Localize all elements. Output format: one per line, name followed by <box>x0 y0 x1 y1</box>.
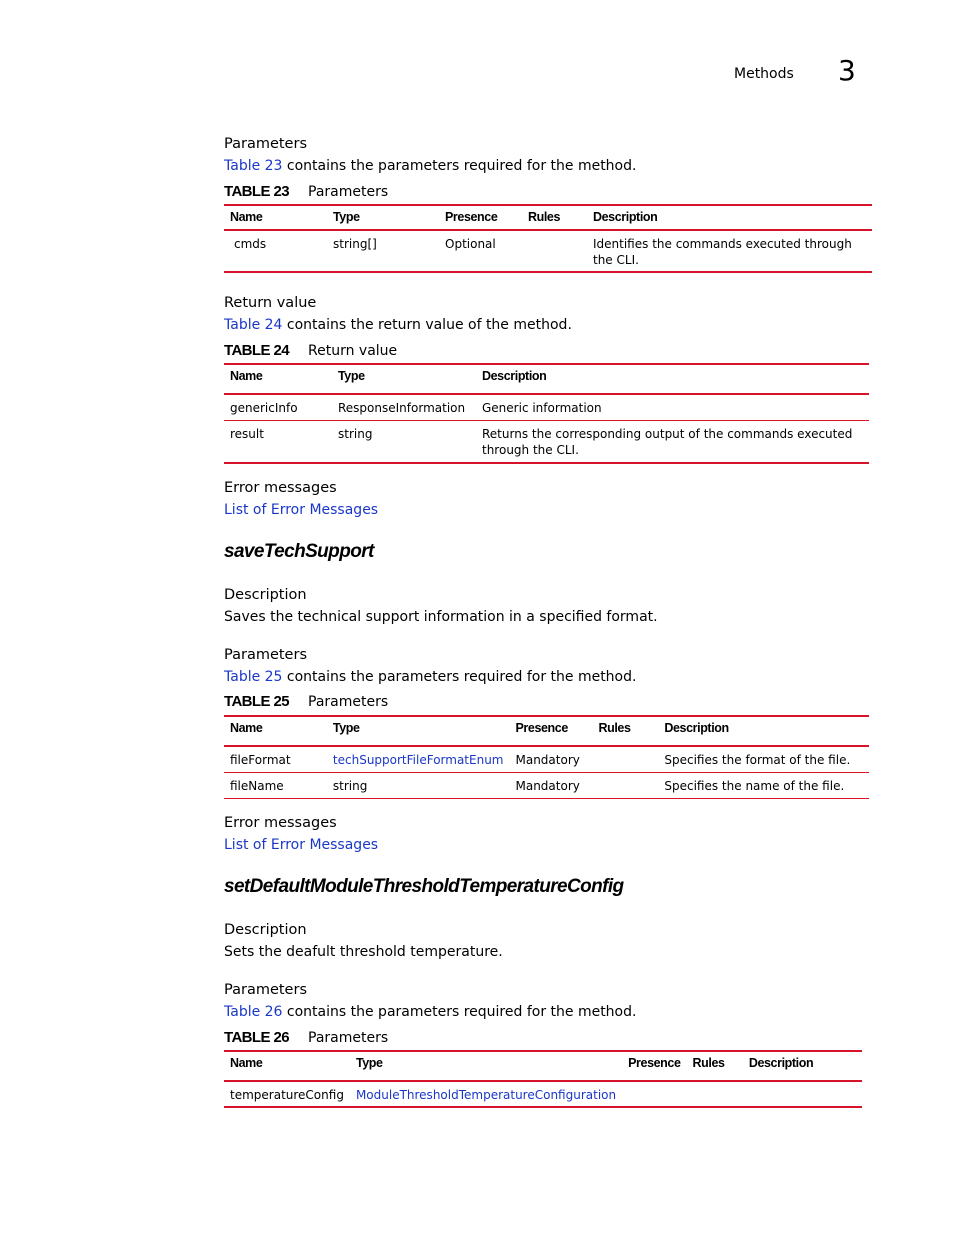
table-23-link[interactable]: Table 23 <box>224 158 283 174</box>
table-cell: ResponseInformation <box>338 401 466 415</box>
table-cell: string <box>332 778 368 793</box>
column-header: Name <box>230 210 263 224</box>
table-cell: Mandatory <box>515 753 580 767</box>
table-cell: Identifies the commands executed through the CLI. <box>593 237 852 267</box>
table-cell: fileName <box>230 778 284 793</box>
method-title-setdefaultmodulethresholdtemperatureconfig: setDefaultModuleThresholdTemperatureConfig <box>224 876 624 897</box>
table-23 <box>224 204 872 273</box>
description-text: Sets the deafult threshold temperature. <box>224 944 503 960</box>
table-cell <box>687 1081 743 1107</box>
table-row <box>224 420 869 463</box>
parameters-intro <box>224 158 636 174</box>
table-cell: cmds <box>234 237 267 251</box>
table-cell: genericInfo <box>230 401 298 415</box>
column-header: Type <box>333 210 360 224</box>
table-header-row <box>224 716 869 746</box>
table-25 <box>224 715 869 799</box>
table-cell: result <box>230 426 264 441</box>
parameters-intro-text: contains the parameters required for the method. <box>282 158 637 174</box>
error-messages-heading: Error messages <box>224 480 337 496</box>
table-cell: string <box>338 426 373 441</box>
table-25-caption <box>224 693 388 710</box>
table-cell <box>592 772 658 798</box>
return-value-intro <box>224 317 572 333</box>
table-25-label: TABLE 25 <box>224 693 289 710</box>
column-header: Rules <box>598 721 631 735</box>
column-header: Description <box>748 1056 814 1070</box>
table-cell: Specifies the format of the file. <box>664 753 851 767</box>
parameters-heading: Parameters <box>224 647 307 663</box>
column-header: Description <box>482 369 547 383</box>
table-cell: Specifies the name of the file. <box>664 778 845 793</box>
table-26-label: TABLE 26 <box>224 1029 289 1046</box>
techsupportfileformatenum-link[interactable]: techSupportFileFormatEnum <box>332 753 504 767</box>
table-cell: Mandatory <box>515 778 580 793</box>
table-row <box>224 230 872 272</box>
table-24-link[interactable]: Table 24 <box>224 317 283 333</box>
table-24-label: TABLE 24 <box>224 342 289 359</box>
table-cell <box>743 1081 862 1107</box>
running-header-section: Methods <box>734 66 794 82</box>
table-cell: temperatureConfig <box>230 1088 344 1102</box>
description-heading: Description <box>224 922 307 938</box>
column-header: Description <box>593 210 658 224</box>
error-messages-heading: Error messages <box>224 815 337 831</box>
table-header-row <box>224 1051 862 1081</box>
column-header: Type <box>338 369 365 383</box>
column-header: Presence <box>628 1056 681 1070</box>
table-cell: string[] <box>333 237 377 251</box>
column-header: Rules <box>528 210 561 224</box>
table-row <box>224 746 869 772</box>
parameters-intro-text: contains the parameters required for the method. <box>282 669 637 685</box>
table-24 <box>224 363 869 464</box>
column-header: Name <box>230 1056 263 1070</box>
table-24-caption <box>224 342 397 359</box>
table-row <box>224 394 869 420</box>
parameters-intro <box>224 1004 636 1020</box>
table-cell: Generic information <box>482 401 602 415</box>
column-header: Rules <box>692 1056 725 1070</box>
error-messages-link[interactable]: List of Error Messages <box>224 502 379 518</box>
table-26-link[interactable]: Table 26 <box>224 1004 283 1020</box>
column-header: Name <box>230 369 263 383</box>
table-23-title: Parameters <box>308 184 389 200</box>
table-23-caption <box>224 183 388 200</box>
table-cell: Optional <box>445 237 496 251</box>
return-value-heading: Return value <box>224 295 317 311</box>
column-header: Description <box>664 721 729 735</box>
table-26 <box>224 1050 862 1108</box>
column-header: Type <box>332 721 360 735</box>
table-cell <box>622 1081 686 1107</box>
column-header: Presence <box>515 721 568 735</box>
modulethresholdtemperatureconfiguration-link[interactable]: ModuleThresholdTemperatureConfiguration <box>355 1088 617 1102</box>
table-header-row <box>224 364 869 394</box>
table-header-row <box>224 205 872 230</box>
table-25-link[interactable]: Table 25 <box>224 669 283 685</box>
table-cell <box>522 230 587 272</box>
table-row <box>224 772 869 798</box>
chapter-number: 3 <box>838 54 856 87</box>
parameters-intro <box>224 669 636 685</box>
column-header: Type <box>355 1056 383 1070</box>
table-24-title: Return value <box>308 343 398 359</box>
table-23-label: TABLE 23 <box>224 183 289 200</box>
table-25-title: Parameters <box>308 694 389 710</box>
table-26-title: Parameters <box>308 1030 389 1046</box>
column-header: Presence <box>445 210 498 224</box>
parameters-intro-text: contains the parameters required for the method. <box>282 1004 637 1020</box>
error-messages-link[interactable]: List of Error Messages <box>224 837 379 853</box>
table-26-caption <box>224 1029 388 1046</box>
column-header: Name <box>230 721 263 735</box>
table-cell: Returns the corresponding output of the commands executed through the CLI. <box>482 426 853 457</box>
table-cell: fileFormat <box>230 753 291 767</box>
table-cell <box>592 746 658 772</box>
return-value-intro-text: contains the return value of the method. <box>282 317 572 333</box>
parameters-heading: Parameters <box>224 136 307 152</box>
description-text: Saves the technical support information in a specified format. <box>224 609 658 625</box>
parameters-heading: Parameters <box>224 982 307 998</box>
table-row <box>224 1081 862 1107</box>
description-heading: Description <box>224 587 307 603</box>
method-title-savetechsupport: saveTechSupport <box>224 541 374 562</box>
